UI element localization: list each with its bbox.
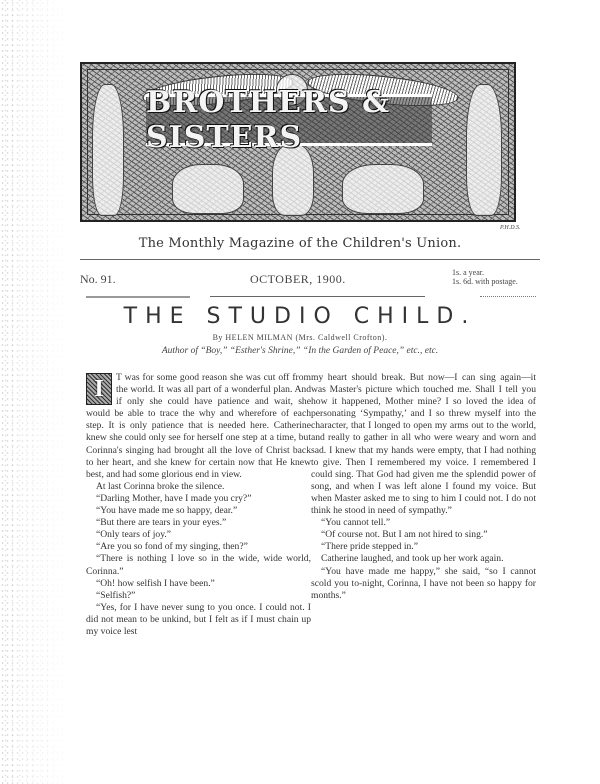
paragraph: “Are you so fond of my singing, then?” [96,541,248,553]
paragraph: “Oh! how selfish I have been.” [96,577,215,589]
paragraph: my heart should break. But now—I can sing again—it was Master's picture which touched me. Shall I tell you how it happened, Mother mine? I so loved the idea of personating ‘Sympathy,’ and I so threw myself into the character, that I longed to open my arms out to the world, and really to gather in all who were weary and worn and sad. I knew that my hands were empty, that I had nothing to give. Then I remembered my voice. I remembered I could sing. That God had given me the splendid power of song, and when I was left alone I found my voice. But when Master asked me to sing to him I could not. I do not think he stood in need of sympathy.” [311,372,536,517]
paragraph: “You have made me happy,” she said, “so I cannot scold you to-night, Corinna, I have not been so happy for months.” [311,565,536,601]
paragraph: Catherine laughed, and took up her work again. [321,553,504,565]
dropcap-initial: I [86,373,112,405]
engraver-credit: P.H.D.S. [500,225,521,231]
paragraph: “You cannot tell.” [321,517,391,529]
divider-right [480,296,536,297]
paragraph: “There is nothing I love so in the wide, wide world, Corinna.” [86,553,311,577]
paragraph: “But there are tears in your eyes.” [96,517,227,529]
divider-left [86,296,190,298]
paragraph: “Yes, for I have never sung to you once. I could not. I did not mean to be unkind, but I felt as if I must chain up my voice lest [86,601,311,637]
children-group-right-icon [342,164,424,214]
issue-info-row [80,268,540,294]
paragraph: “Only tears of joy.” [96,529,172,541]
issue-date: OCTOBER, 1900. [250,272,346,286]
issue-number: No. 91. [80,272,116,286]
paragraph: “Of course not. But I am not hired to sing.” [321,529,488,541]
price-annual: 1s. a year. [452,268,484,277]
issue-price [452,268,518,286]
paragraph: “Darling Mother, have I made you cry?” [96,492,252,504]
figure-left-icon [92,84,124,216]
divider-top [80,259,540,260]
paragraph: “Selfish?” [96,589,136,601]
paragraph: I T was for some good reason she was cut off from the world. It was all part of a wonderful plan. And if only she could have patience and wait, she would be able to trace the why and wherefore of each step. It is only patience that is needed here. Catherine knew she could only see for herself one step at a time, but Corinna's singing had brought all the love of Christ back to her heart, and she knew for certain now that He knew best, and had some glorious end in view. [86,372,311,480]
story-title: THE STUDIO CHILD. [123,304,477,329]
paragraph: At last Corinna broke the silence. [96,480,225,492]
masthead-title-band [146,85,432,155]
divider-center [210,296,425,297]
article-column-right [311,372,536,602]
children-group-left-icon [172,164,244,214]
masthead-title: BROTHERS & SISTERS [146,85,391,155]
scan-edge-noise [0,0,70,784]
masthead-banner [80,62,516,222]
paragraph: “There pride stepped in.” [321,541,418,553]
story-byline: By HELEN MILMAN (Mrs. Caldwell Crofton). [212,333,388,342]
paragraph: “You have made me so happy, dear.” [96,505,238,517]
price-postage: 1s. 6d. with postage. [452,277,518,286]
figure-right-icon [466,84,502,216]
story-author-credits: Author of “Boy,” “Esther's Shrine,” “In the Garden of Peace,” etc., etc. [161,346,439,356]
article-column-left [86,372,311,638]
magazine-subtitle: The Monthly Magazine of the Children's Union. [138,236,462,251]
